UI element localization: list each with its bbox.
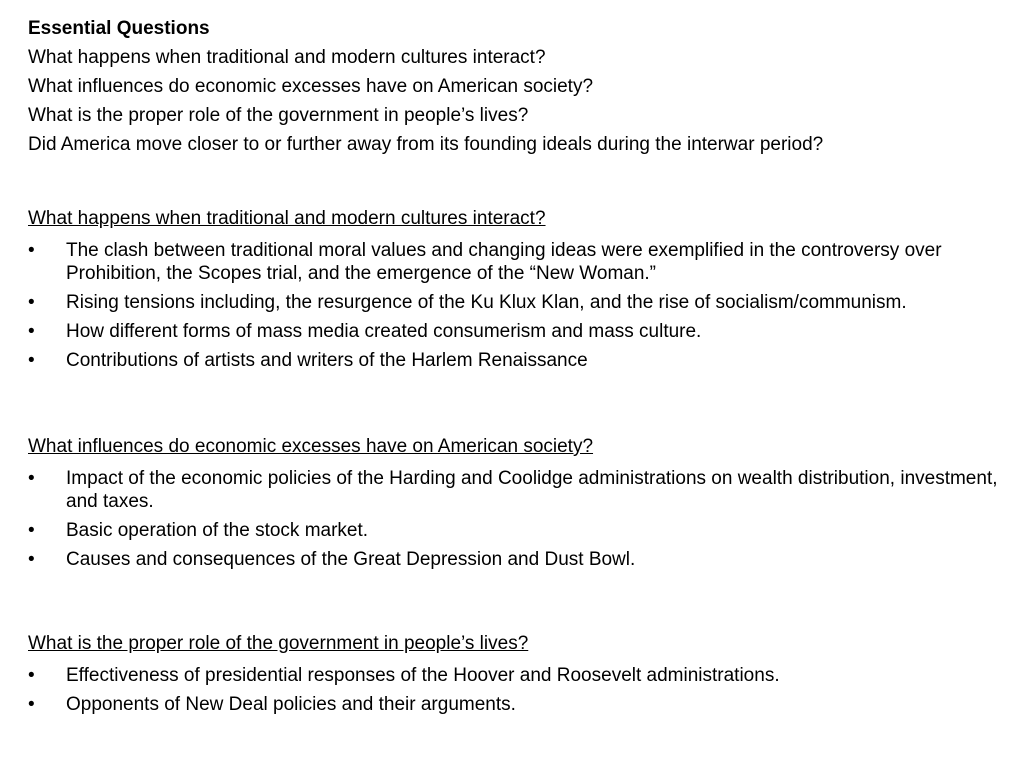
bullet-item xyxy=(28,320,1003,343)
bullet-text: Rising tensions including, the resurgence of the Ku Klux Klan, and the rise of socialism/communism. xyxy=(66,292,907,313)
bullet-item xyxy=(28,467,1003,513)
essential-question: Did America move closer to or further away from its founding ideals during the interwar period? xyxy=(28,134,824,155)
section-heading: What happens when traditional and modern cultures interact? xyxy=(28,208,546,229)
section-economics xyxy=(28,432,1003,571)
bullet-icon: • xyxy=(28,350,35,371)
bullet-list xyxy=(28,664,1003,716)
bullet-icon: • xyxy=(28,694,35,715)
bullet-item xyxy=(28,664,1003,687)
bullet-list xyxy=(28,467,1003,571)
bullet-text: Basic operation of the stock market. xyxy=(66,520,369,541)
essential-question: What is the proper role of the government in people’s lives? xyxy=(28,105,529,126)
bullet-icon: • xyxy=(28,665,35,686)
section-heading: What influences do economic excesses have on American society? xyxy=(28,436,594,457)
bullet-icon: • xyxy=(28,549,35,570)
bullet-item xyxy=(28,548,1003,571)
essential-question: What happens when traditional and modern cultures interact? xyxy=(28,47,546,68)
section-government xyxy=(28,629,1003,716)
bullet-item xyxy=(28,239,1003,285)
bullet-item xyxy=(28,291,1003,314)
bullet-text: Causes and consequences of the Great Depression and Dust Bowl. xyxy=(66,549,636,570)
essential-questions-block xyxy=(28,14,1003,159)
essential-questions-title: Essential Questions xyxy=(28,18,210,39)
bullet-text: Contributions of artists and writers of the Harlem Renaissance xyxy=(66,350,588,371)
bullet-item xyxy=(28,519,1003,542)
bullet-item xyxy=(28,349,1003,372)
section-heading: What is the proper role of the government in people’s lives? xyxy=(28,633,529,654)
bullet-text: Impact of the economic policies of the Harding and Coolidge administrations on wealth distribution, investment, and taxes. xyxy=(66,468,998,512)
bullet-text: The clash between traditional moral values and changing ideas were exemplified in the controversy over Prohibition, the Scopes trial, and the emergence of the “New Woman.” xyxy=(66,240,942,284)
bullet-text: Effectiveness of presidential responses of the Hoover and Roosevelt administrations. xyxy=(66,665,780,686)
section-cultures xyxy=(28,204,1003,372)
bullet-text: Opponents of New Deal policies and their arguments. xyxy=(66,694,516,715)
bullet-text: How different forms of mass media created consumerism and mass culture. xyxy=(66,321,702,342)
bullet-icon: • xyxy=(28,292,35,313)
bullet-icon: • xyxy=(28,520,35,541)
essential-question: What influences do economic excesses have on American society? xyxy=(28,76,594,97)
bullet-icon: • xyxy=(28,321,35,342)
slide-content xyxy=(28,14,1003,716)
bullet-item xyxy=(28,693,1003,716)
bullet-icon: • xyxy=(28,468,35,489)
bullet-list xyxy=(28,239,1003,372)
bullet-icon: • xyxy=(28,240,35,261)
